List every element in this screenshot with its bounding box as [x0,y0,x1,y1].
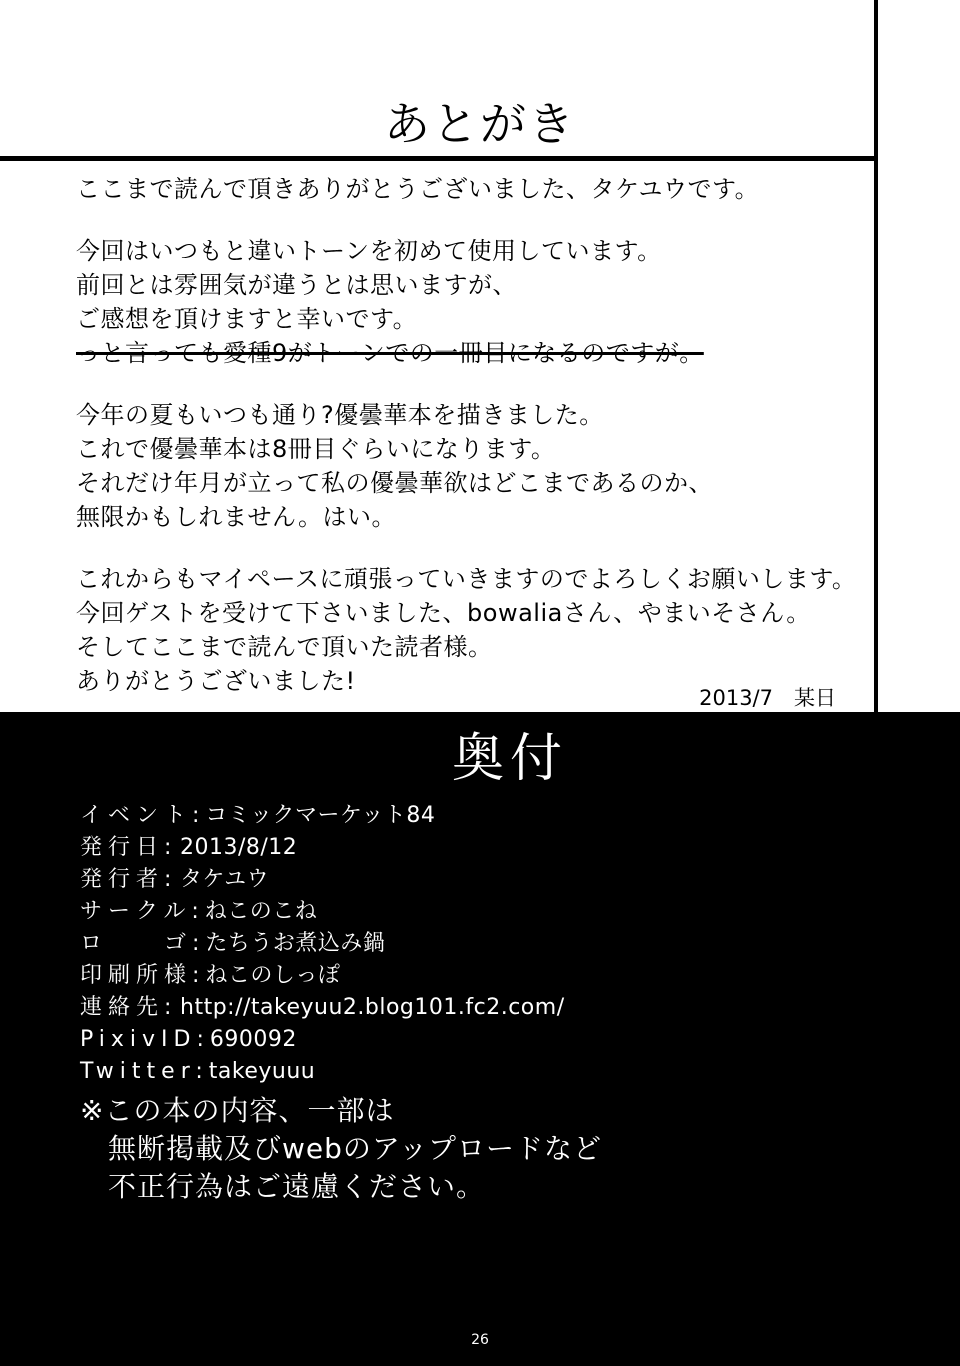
colophon-row-twitter [80,1056,565,1088]
colophon-value: 2013/8/12 [180,835,298,860]
afterword-line: それだけ年月が立って私の優曇華欲はどこまであるのか、 [76,469,713,497]
afterword-paragraph [76,398,866,534]
colophon-key: PixivID: [80,1027,210,1052]
notice-line: 不正行為はご遠慮ください。 [108,1170,486,1203]
colophon-section [0,712,960,1366]
afterword-paragraph [76,234,866,370]
colophon-row-date [80,832,565,864]
copyright-notice [80,1092,602,1206]
colophon-value: コミックマーケット84 [205,803,436,828]
colophon-value: タケユウ [180,867,270,892]
notice-line: 無断掲載及びwebのアップロードなど [108,1132,602,1165]
colophon-key: 連絡先: [80,995,178,1020]
colophon-key: Twitter: [80,1059,209,1084]
colophon-key: サークル: [80,899,205,924]
colophon-value: takeyuuu [208,1059,316,1084]
afterword-paragraph [76,562,866,698]
colophon-value: ねこのしっぽ [205,963,341,988]
afterword-line: 無限かもしれません。はい。 [76,503,396,531]
colophon-key: イベント: [80,803,206,828]
afterword-struck-line: っと言っても愛種9がトーンでの一冊目になるのですが。 [76,339,704,367]
colophon-row-circle [80,896,565,928]
colophon-row-pixiv [80,1024,565,1056]
colophon-row-printer [80,960,565,992]
page-number: 26 [471,1332,489,1348]
colophon-row-logo [80,928,565,960]
colophon-title: 奥付 [451,729,568,789]
afterword-line: ここまで読んで頂きありがとうございました、タケユウです。 [76,175,760,203]
colophon-list [80,800,565,1088]
colophon-key: 印刷所様: [80,963,206,988]
colophon-row-contact [80,992,565,1024]
afterword-line: これで優曇華本は8冊目ぐらいになります。 [76,435,556,463]
afterword-line: 今回ゲストを受けて下さいました、bowaliaさん、やまいそさん。 [76,599,811,627]
afterword-body [76,172,866,726]
colophon-value: 690092 [209,1027,297,1052]
title-divider [0,156,878,161]
afterword-paragraph [76,172,866,206]
colophon-value: http://takeyuu2.blog101.fc2.com/ [180,995,565,1020]
afterword-line: 今年の夏もいつも通り?優曇華本を描きました。 [76,401,604,429]
afterword-date: 2013/7 某日 [699,686,836,710]
colophon-key: 発行日: [80,835,178,860]
colophon-row-event [80,800,565,832]
colophon-row-publisher [80,864,565,896]
colophon-key: ロ ゴ: [80,931,206,956]
colophon-key: 発行者: [80,867,178,892]
afterword-title: あとがき [384,97,576,151]
notice-line: ※この本の内容、一部は [80,1094,395,1127]
colophon-value: ねこのこね [204,899,318,924]
afterword-line: 前回とは雰囲気が違うとは思いますが、 [76,271,517,299]
afterword-line: 今回はいつもと違いトーンを初めて使用しています。 [76,237,662,265]
afterword-line: これからもマイペースに頑張っていきますのでよろしくお願いします。 [76,565,857,593]
colophon-value: たちうお煮込み鍋 [205,931,386,956]
afterword-line: そしてここまで読んで頂いた読者様。 [76,633,493,661]
afterword-line: ありがとうございました! [76,667,356,695]
afterword-line: ご感想を頂けますと幸いです。 [76,305,418,333]
